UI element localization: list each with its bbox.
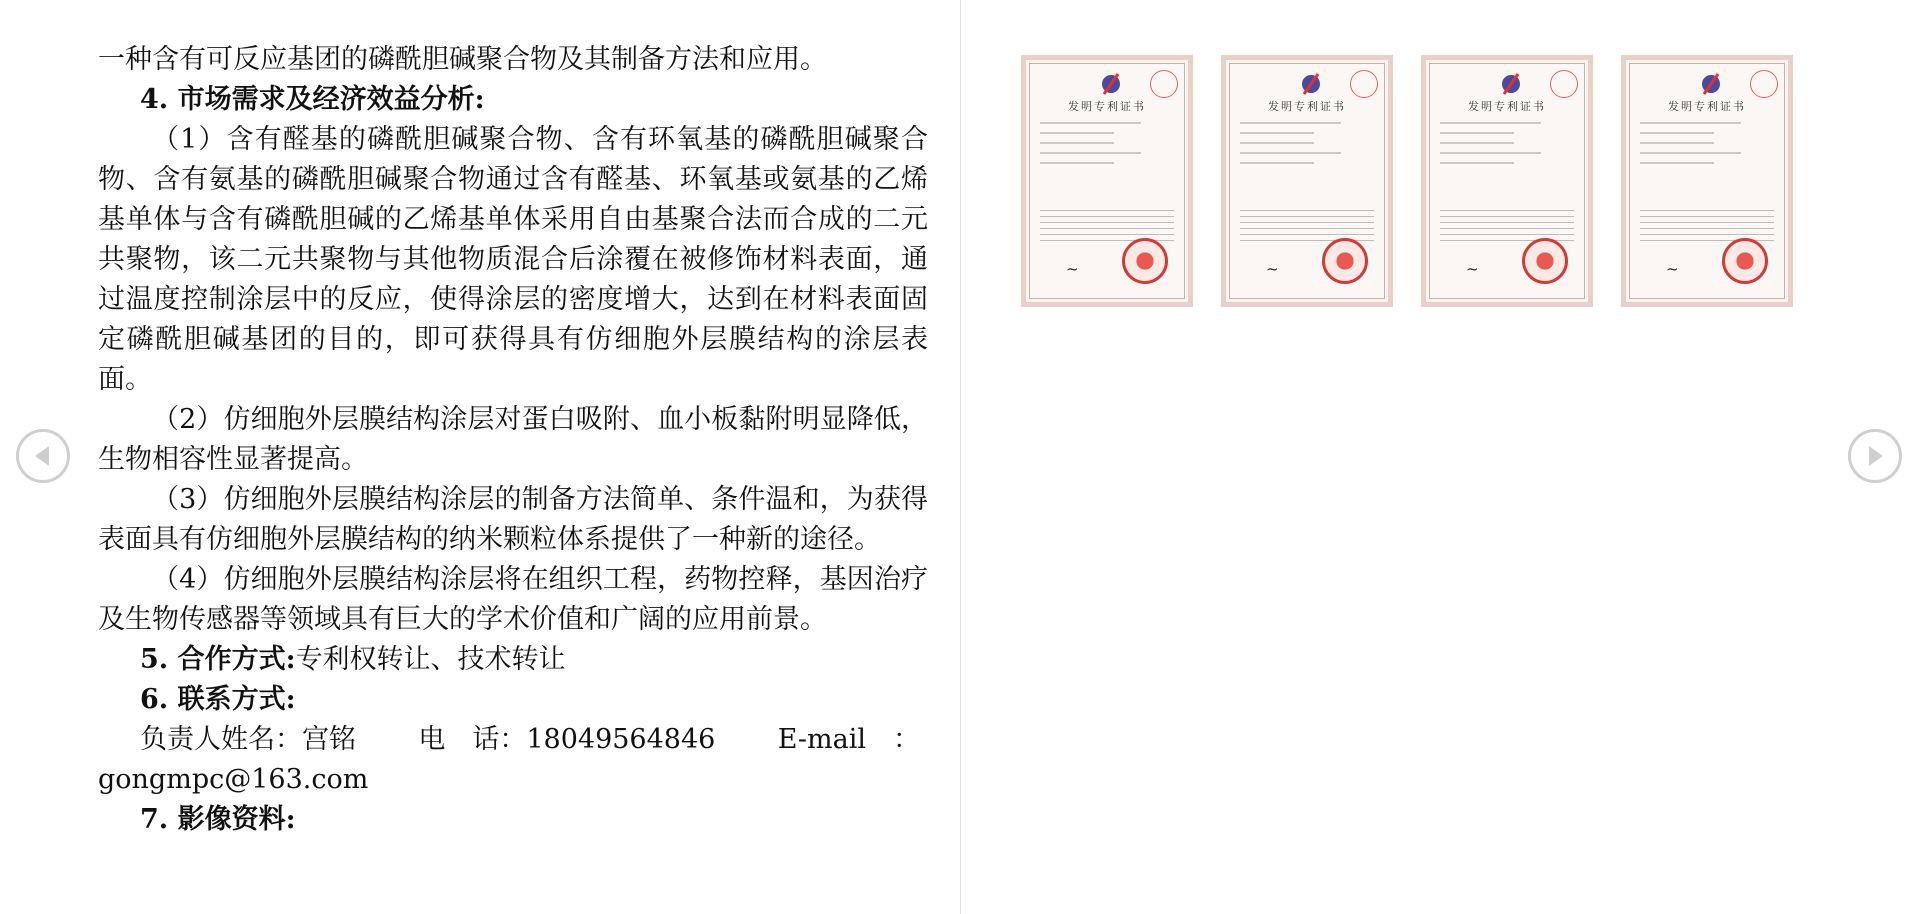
certificate-title: 发明专利证书 xyxy=(1268,100,1346,113)
section-5-value: 专利权转让、技术转让 xyxy=(295,644,566,675)
paragraph-4: （4）仿细胞外层膜结构涂层将在组织工程，药物控释，基因治疗及生物传感器等领域具有巨大的学术价值和广阔的应用前景。 xyxy=(98,564,928,635)
paragraph-1: （1）含有醛基的磷酰胆碱聚合物、含有环氧基的磷酰胆碱聚合物、含有氨基的磷酰胆碱聚合物通过含有醛基、环氧基或氨基的乙烯基单体与含有磷酰胆碱的乙烯基单体采用自由基聚合法而合成的二元共聚物，该二元共聚物与其他物质混合后涂覆在被修饰材料表面，通过温度控制涂层中的反应，使得涂层的密度增大，达到在材料表面固定磷酰胆碱基团的目的，即可获得具有仿细胞外层膜结构的涂层表面。 xyxy=(98,124,928,395)
section-5 xyxy=(98,640,928,680)
signature-icon: ~ xyxy=(1466,260,1479,278)
next-page-button[interactable] xyxy=(1848,429,1902,483)
left-page xyxy=(78,0,958,914)
certificate-image-4[interactable] xyxy=(1621,55,1793,307)
signature-icon: ~ xyxy=(1266,260,1279,278)
certificate-image-2[interactable] xyxy=(1221,55,1393,307)
official-seal-icon xyxy=(1122,238,1168,284)
patent-logo-icon xyxy=(1096,72,1126,96)
section-6-title: 6. 联系方式: xyxy=(140,684,296,715)
corner-seal-icon xyxy=(1350,70,1378,98)
official-seal-icon xyxy=(1722,238,1768,284)
contact-line xyxy=(98,720,920,760)
previous-page-button[interactable] xyxy=(16,429,70,483)
certificate-title: 发明专利证书 xyxy=(1468,100,1546,113)
corner-seal-icon xyxy=(1750,70,1778,98)
certificate-image-1[interactable] xyxy=(1021,55,1193,307)
contact-email-label: E-mail ： xyxy=(777,724,920,755)
corner-seal-icon xyxy=(1150,70,1178,98)
certificate-image-3[interactable] xyxy=(1421,55,1593,307)
certificate-title: 发明专利证书 xyxy=(1668,100,1746,113)
chevron-left-icon xyxy=(19,432,67,480)
patent-logo-icon xyxy=(1296,72,1326,96)
section-4-title: 4. 市场需求及经济效益分析: xyxy=(140,84,485,115)
contact-phone: 电 话：18049564846 xyxy=(418,724,716,755)
section-5-title: 5. 合作方式: xyxy=(140,644,296,675)
signature-icon: ~ xyxy=(1666,260,1679,278)
certificate-title: 发明专利证书 xyxy=(1068,100,1146,113)
chevron-right-icon xyxy=(1851,432,1899,480)
certificate-gallery xyxy=(1021,55,1793,307)
signature-icon: ~ xyxy=(1066,260,1079,278)
patent-logo-icon xyxy=(1496,72,1526,96)
corner-seal-icon xyxy=(1550,70,1578,98)
contact-email: gongmpc@163.com xyxy=(98,764,369,795)
patent-logo-icon xyxy=(1696,72,1726,96)
paragraph-3: （3）仿细胞外层膜结构涂层的制备方法简单、条件温和，为获得表面具有仿细胞外层膜结构的纳米颗粒体系提供了一种新的途径。 xyxy=(98,484,928,555)
document-text xyxy=(98,40,928,840)
official-seal-icon xyxy=(1322,238,1368,284)
right-page xyxy=(960,0,1841,914)
intro-line: 一种含有可反应基团的磷酰胆碱聚合物及其制备方法和应用。 xyxy=(98,44,827,75)
contact-name: 负责人姓名：宫铭 xyxy=(140,724,356,755)
section-7-title: 7. 影像资料: xyxy=(140,804,296,835)
paragraph-2: （2）仿细胞外层膜结构涂层对蛋白吸附、血小板黏附明显降低，生物相容性显著提高。 xyxy=(98,404,928,475)
official-seal-icon xyxy=(1522,238,1568,284)
